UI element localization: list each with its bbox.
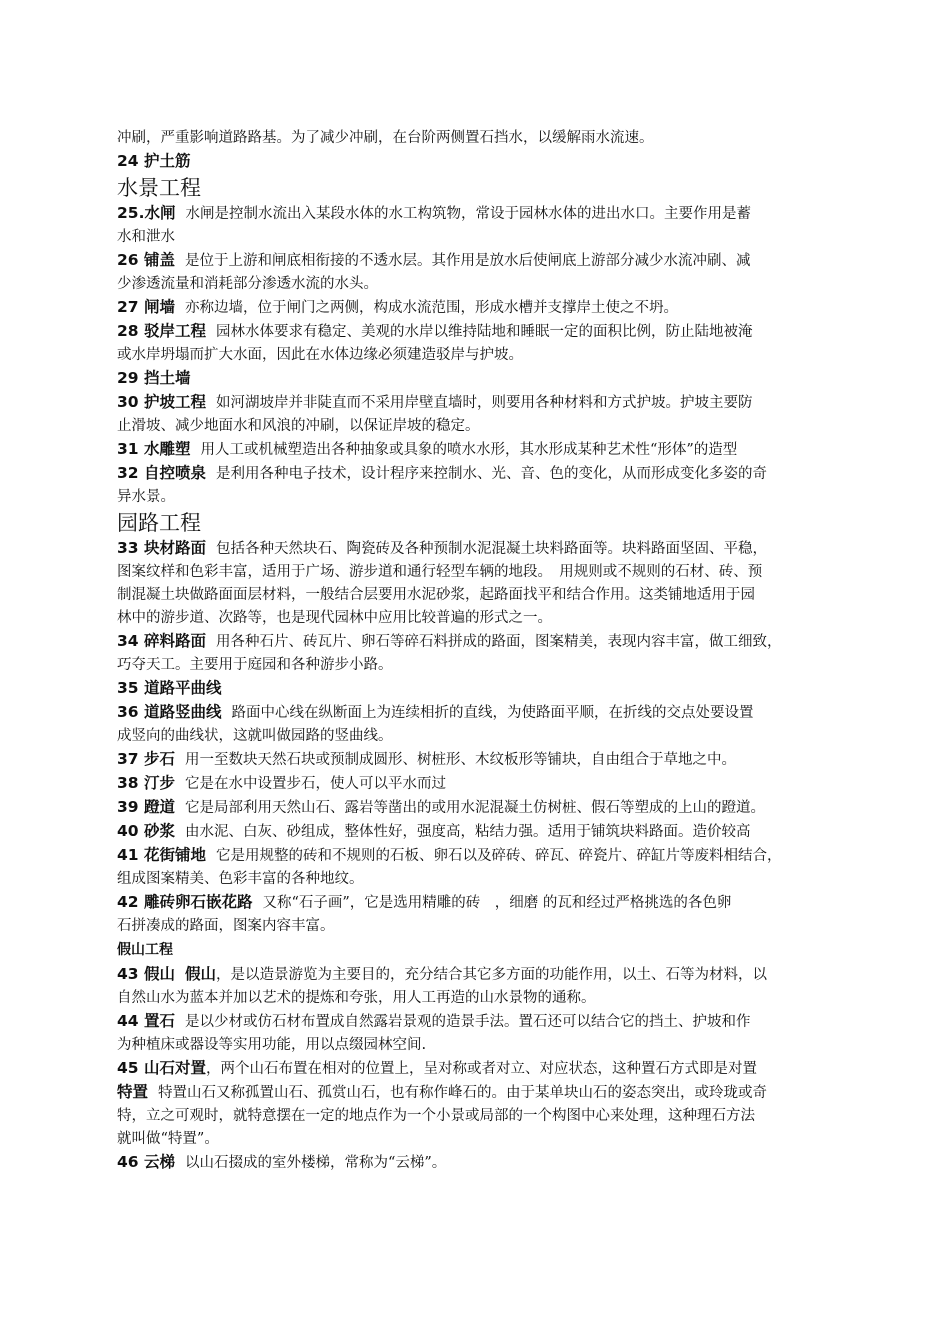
section-heading-water: 水景工程 [117,176,201,200]
entry-25 [117,202,839,249]
entry-40 [117,820,839,844]
entry-term: 39 蹬道 [117,798,175,816]
entry-term: 特置 [117,1083,149,1101]
entry-24 [117,150,839,174]
entry-32 [117,462,839,509]
entry-text: 制混凝土块做路面面层材料，一般结合层要用水泥砂浆，起路面找平和结合作用。这类铺地适用于园 [117,587,755,603]
entry-45b [117,1081,839,1151]
entry-text: 巧夺天工。主要用于庭园和各种游步小路。 [117,657,393,673]
entry-text: ，是以造景游览为主要目的，充分结合其它多方面的功能作用，以土、石等为材料，以 [215,967,767,983]
entry-term: 31 水雕塑 [117,440,191,458]
entry-text: 特置山石又称孤置山石、孤赏山石，也有称作峰石的。由于某单块山石的姿态突出，或玲珑或奇 [158,1085,768,1101]
entry-term: 46 云梯 [117,1153,175,1171]
entry-36 [117,701,839,748]
entry-text: 用一至数块天然石块或预制成圆形、树桩形、木纹板形等铺块，自由组合于草地之中。 [184,752,736,768]
entry-text: 是位于上游和闸底相衔接的不透水层。其作用是放水后使闸底上游部分减少水流冲刷、减 [184,253,751,269]
entry-26 [117,249,839,296]
entry-text: 自然山水为蓝本并加以艺术的提炼和夸张，用人工再造的山水景物的通称。 [117,990,596,1006]
entry-term: 36 道路竖曲线 [117,703,222,721]
entry-45 [117,1057,839,1081]
entry-text: 石拼凑成的路面，图案内容丰富。 [117,918,335,934]
entry-term: 25.水闸 [117,204,176,222]
entry-38 [117,772,839,796]
entry-27 [117,296,839,320]
entry-text: 亦称边墙，位于闸门之两侧，构成水流范围，形成水槽并支撑岸土使之不坍。 [184,300,678,316]
entry-term: 27 闸墙 [117,298,175,316]
entry-text: 异水景。 [117,489,175,505]
entry-42 [117,891,839,938]
entry-39 [117,796,839,820]
entry-text: 如河湖坡岸并非陡直而不采用岸壁直墙时，则要用各种材料和方式护坡。护坡主要防 [215,395,753,411]
entry-text: 止滑坡、减少地面水和风浪的冲刷，以保证岸坡的稳定。 [117,418,480,434]
entry-text: 它是局部利用天然山石、露岩等凿出的或用水泥混凝土仿树桩、假石等塑成的上山的蹬道。 [184,800,765,816]
entry-term: 29 挡土墙 [117,369,191,387]
entry-37 [117,748,839,772]
entry-29 [117,367,839,391]
entry-term: 43 假山 [117,965,175,983]
entry-term: 28 驳岸工程 [117,322,206,340]
entry-46 [117,1151,839,1175]
entry-text: 为种植床或器设等实用功能，用以点缀园林空间. [117,1037,427,1053]
document-page [117,127,839,1175]
entry-term: 40 砂浆 [117,822,175,840]
entry-term: 34 碎料路面 [117,632,206,650]
entry-term: 37 步石 [117,750,175,768]
entry-term: 38 汀步 [117,774,175,792]
entry-text: 用人工或机械塑造出各种抽象或具象的喷水水形，其水形成某种艺术性“形体”的造型 [200,442,738,458]
entry-term: 42 雕砖卵石嵌花路 [117,893,253,911]
entry-text: 是利用各种电子技术，设计程序来控制水、光、音、色的变化，从而形成变化多姿的奇 [215,466,767,482]
entry-term: 24 护土筋 [117,152,191,170]
entry-text: 图案纹样和色彩丰富，适用于广场、游步道和通行轻型车辆的地段。 用规则或不规则的石材、砖、预 [117,564,763,580]
entry-28 [117,320,839,367]
entry-text: 水和泄水 [117,229,175,245]
entry-41 [117,844,839,891]
entry-text: ，两个山石布置在相对的位置上，呈对称或者对立、对应状态，这种置石方式即是对置 [205,1061,757,1077]
entry-text: 用各种石片、砖瓦片、卵石等碎石料拼成的路面，图案精美，表现内容丰富，做工细致， [215,634,782,650]
entry-text: 园林水体要求有稳定、美观的水岸以维持陆地和睡眠一定的面积比例，防止陆地被淹 [215,324,753,340]
section-heading-rock: 假山工程 [117,942,173,958]
entry-text: 是以少材或仿石材布置成自然露岩景观的造景手法。置石还可以结合它的挡土、护坡和作 [184,1014,751,1030]
entry-term: 33 块材路面 [117,539,206,557]
entry-31 [117,438,839,462]
entry-text: 它是在水中设置步石，使人可以平水而过 [184,776,446,792]
entry-43 [117,963,839,1010]
entry-text: 路面中心线在纵断面上为连续相折的直线，为使路面平顺，在折线的交点处要设置 [231,705,754,721]
entry-text: 以山石掇成的室外楼梯，常称为“云梯”。 [184,1155,447,1171]
entry-text: 少渗透流量和消耗部分渗透水流的水头。 [117,276,378,292]
entry-text: 组成图案精美、色彩丰富的各种地纹。 [117,871,364,887]
entry-text: 又称“石子画”，它是选用精雕的砖 ，细磨 的瓦和经过严格挑选的各色卵 [262,895,732,911]
entry-term: 35 道路平曲线 [117,679,222,697]
entry-term: 32 自控喷泉 [117,464,206,482]
entry-term-repeat: 假山 [184,965,216,983]
entry-35 [117,677,839,701]
entry-text: 或水岸坍塌而扩大水面，因此在水体边缘必须建造驳岸与护坡。 [117,347,523,363]
entry-text: 林中的游步道、次路等，也是现代园林中应用比较普遍的形式之一。 [117,610,552,626]
entry-text: 包括各种天然块石、陶瓷砖及各种预制水泥混凝土块料路面等。块料路面坚固、平稳， [215,541,767,557]
entry-34 [117,630,839,677]
entry-30 [117,391,839,438]
intro-text: 冲刷，严重影响道路路基。为了减少冲刷，在台阶两侧置石挡水，以缓解雨水流速。 [117,130,654,146]
entry-text: 由水泥、白灰、砂组成，整体性好，强度高，粘结力强。适用于铺筑块料路面。造价较高 [184,824,751,840]
entry-term: 41 花街铺地 [117,846,206,864]
entry-44 [117,1010,839,1057]
entry-33 [117,537,839,630]
section-heading-road: 园路工程 [117,511,201,535]
entry-text: 特，立之可观时，就特意摆在一定的地点作为一个小景或局部的一个构图中心来处理，这种理石方法 [117,1108,755,1124]
entry-text: 它是用规整的砖和不规则的石板、卵石以及碎砖、碎瓦、碎瓷片、碎缸片等废料相结合， [215,848,782,864]
entry-text: 成竖向的曲线状，这就叫做园路的竖曲线。 [117,728,393,744]
entry-term: 30 护坡工程 [117,393,206,411]
entry-term: 44 置石 [117,1012,175,1030]
entry-term: 45 山石对置 [117,1059,206,1077]
entry-text: 水闸是控制水流出入某段水体的水工构筑物，常设于园林水体的进出水口。主要作用是蓄 [185,206,751,222]
entry-text: 就叫做“特置”。 [117,1131,219,1147]
entry-term: 26 铺盖 [117,251,175,269]
